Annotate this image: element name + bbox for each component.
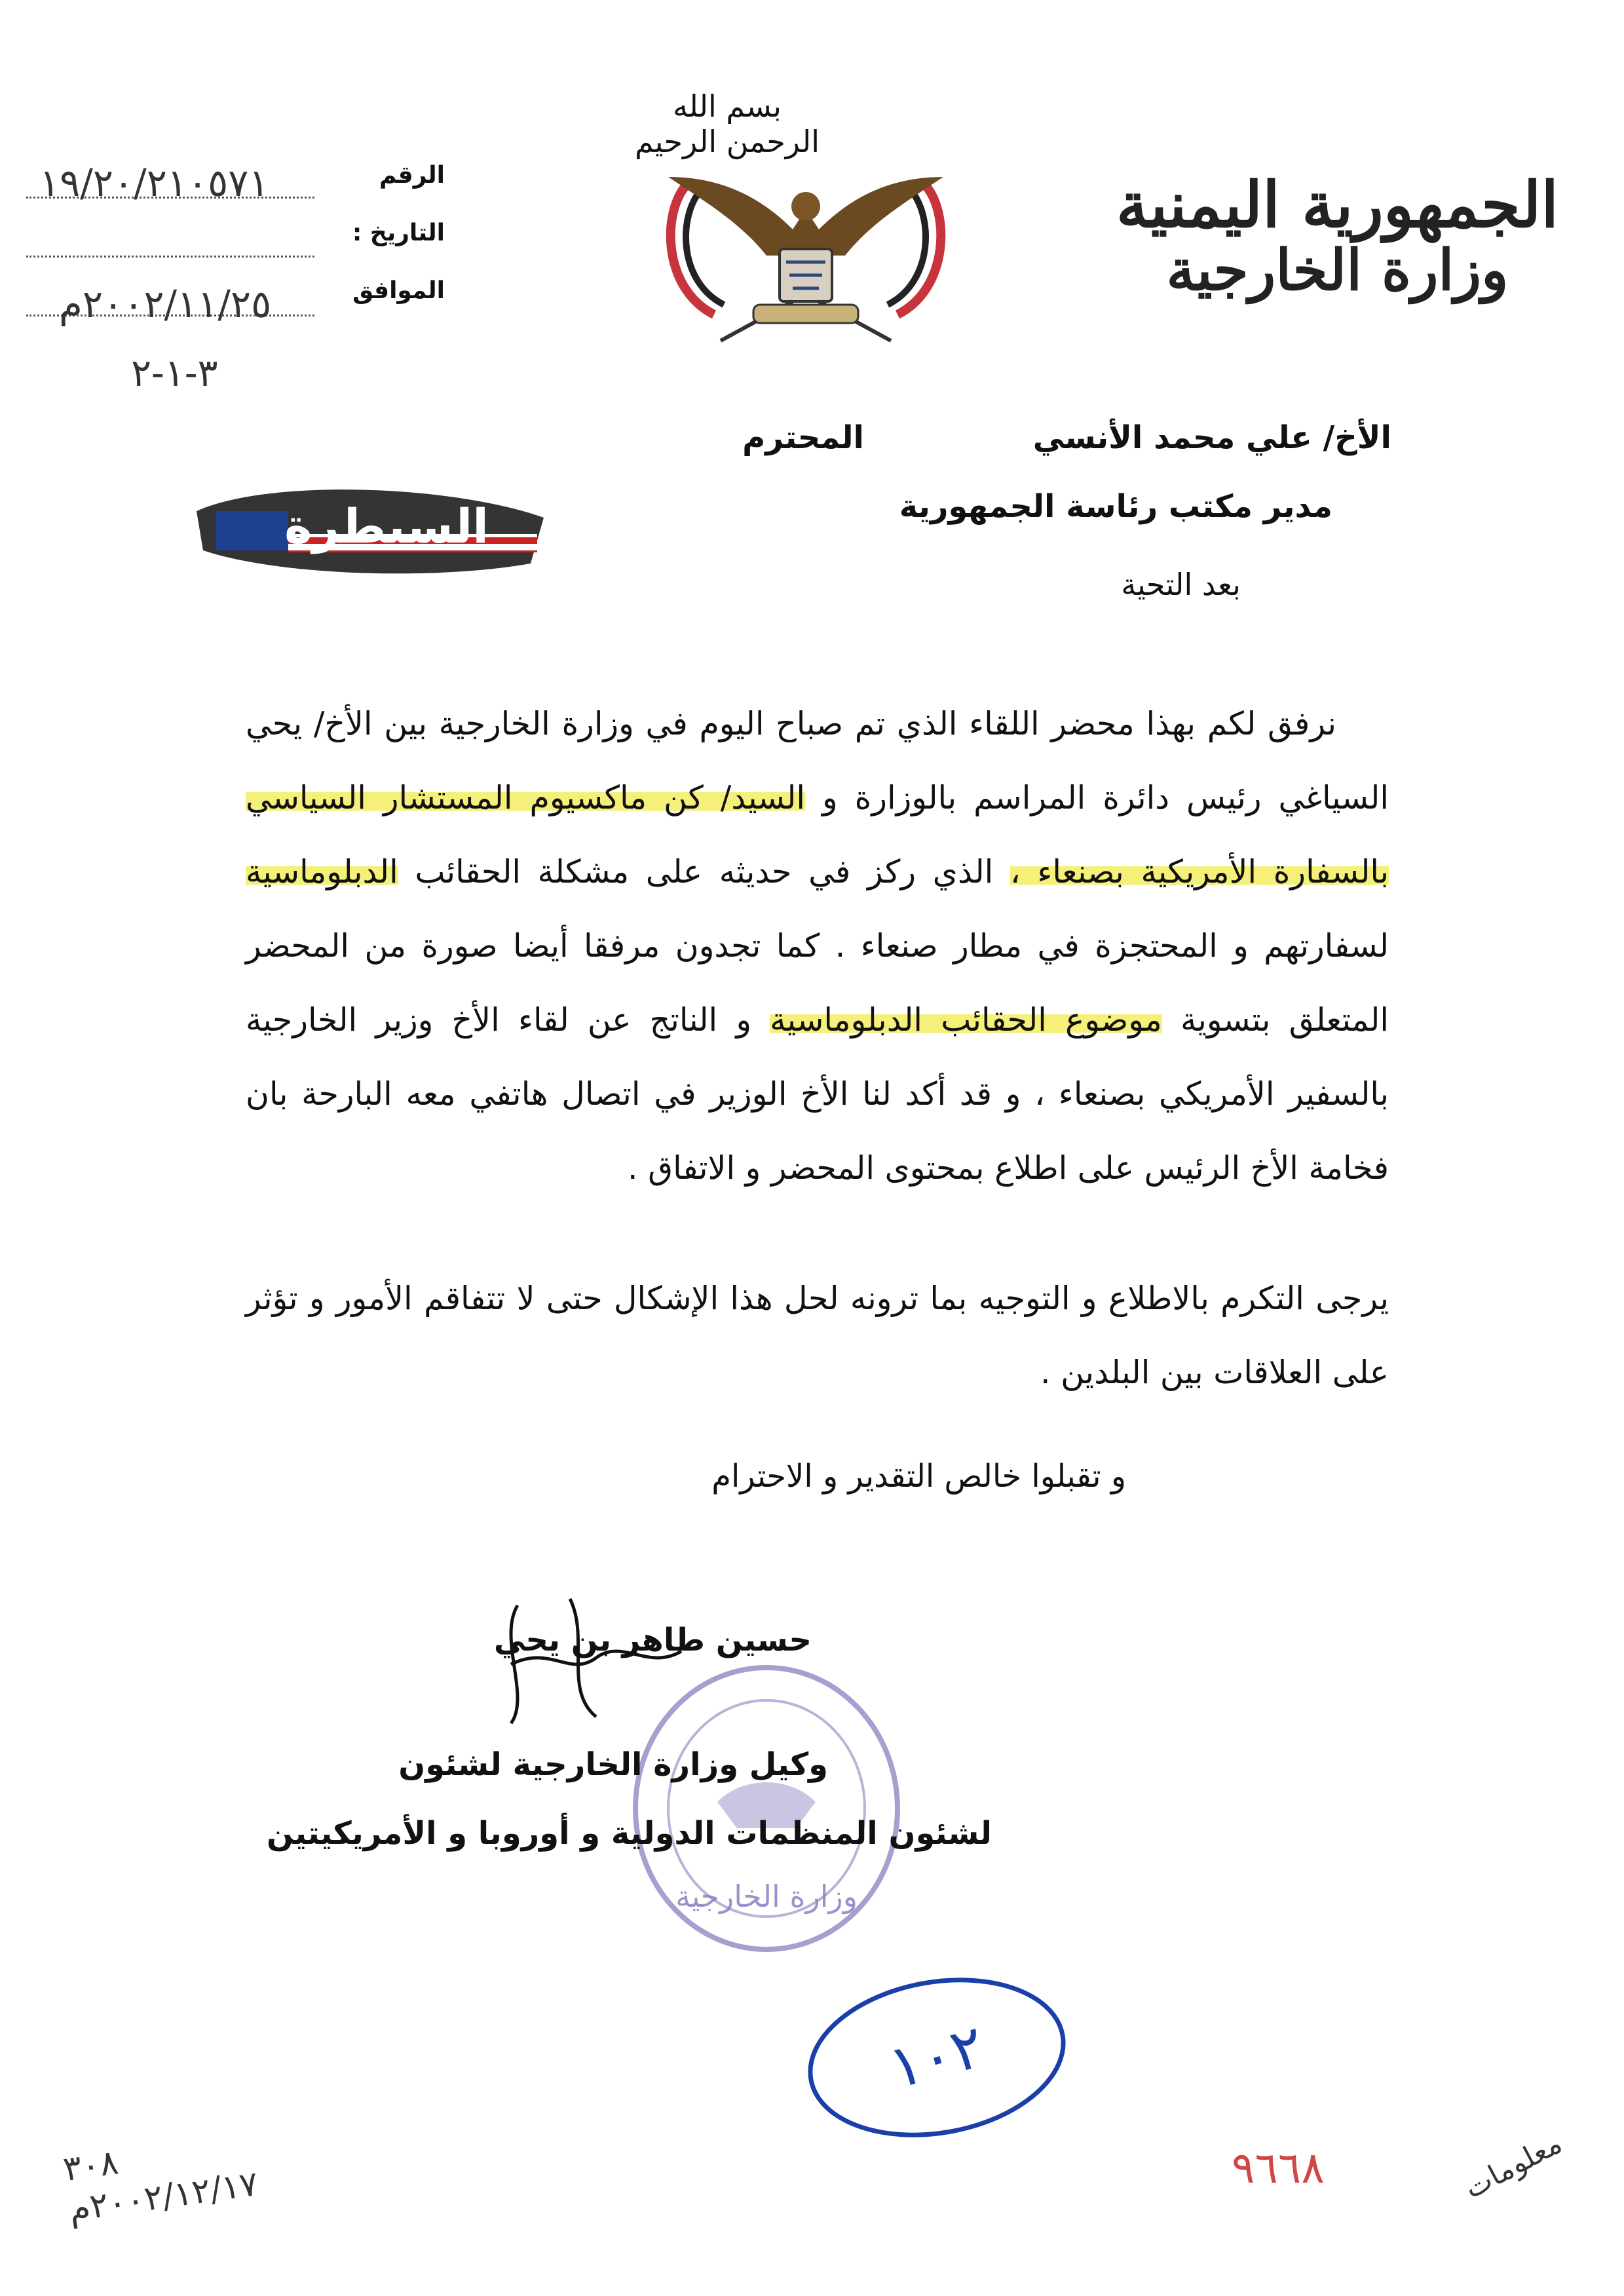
handwritten-signature-icon bbox=[491, 1586, 701, 1736]
eagle-emblem-icon bbox=[642, 157, 970, 354]
corresponding-label: الموافق bbox=[352, 277, 445, 304]
watermark-logo bbox=[190, 472, 557, 583]
circled-number bbox=[799, 1972, 1074, 2143]
bottom-right-annotation: معلومات bbox=[1459, 2126, 1568, 2206]
signatory-title-1: وكيل وزارة الخارجية لشئون bbox=[398, 1746, 828, 1783]
reference-labels bbox=[352, 164, 445, 337]
circled-number-text: ١٠٢ bbox=[882, 2012, 992, 2103]
date-dotted-line bbox=[26, 256, 314, 258]
highlight-1: السيد/ كن ماكسيوم المستشار السياسي بالسفارة الأمريكية بصنعاء ، bbox=[246, 779, 1389, 890]
bottom-left-line-2: ٢٠٠٢/١٢/١٧م bbox=[66, 2164, 261, 2230]
handwritten-number: ١٩/٢٠/٢١٠٥٧١ bbox=[39, 161, 269, 205]
handwritten-date: ٢٠٠٢/١١/٢٥م bbox=[59, 282, 272, 326]
highlight-3: موضوع الحقائب الدبلوماسية bbox=[770, 1001, 1162, 1039]
basmala: بسم الله الرحمن الرحيم bbox=[635, 88, 820, 159]
bottom-left-annotation bbox=[61, 2123, 261, 2230]
body-paragraph-2: يرجى التكرم بالاطلاع و التوجيه بما ترونه لحل هذا الإشكال حتى لا تتفاقم الأمور و تؤثر على العلاقات بين البلدين . bbox=[246, 1280, 1389, 1391]
addressee-name: الأخ/ علي محمد الأنسي bbox=[1032, 419, 1391, 456]
red-number-annotation: ٩٦٦٨ bbox=[1232, 2143, 1325, 2193]
body-text-b: الذي ركز في حديثه على مشكلة الحقائب bbox=[398, 853, 1010, 890]
body-text-c: لسفارتهم و المحتجزة في مطار صنعاء . كما تجدون مرفقا أيضا صورة من المحضر المتعلق بتسوية bbox=[246, 927, 1389, 1039]
addressee-honorific: المحترم bbox=[742, 419, 864, 456]
bottom-left-line-1: ٣٠٨ bbox=[60, 2143, 121, 2190]
closing-line: و تقبلوا خالص التقدير و الاحترام bbox=[711, 1458, 1126, 1495]
body-paragraph-1 bbox=[246, 687, 1389, 1205]
highlight-2: الدبلوماسية bbox=[246, 853, 398, 890]
signatory-name: حسين طاهر بن يحي bbox=[493, 1622, 812, 1658]
date-label: التاريخ : bbox=[352, 220, 445, 246]
greeting: بعد التحية bbox=[1121, 567, 1241, 602]
ministry-heading bbox=[1116, 170, 1558, 301]
country-name: الجمهورية اليمنية bbox=[1116, 168, 1558, 242]
watermark-text: السيطرة bbox=[284, 499, 489, 554]
body-text-a: نرفق لكم بهذا محضر اللقاء الذي تم صباح اليوم في وزارة الخارجية بين الأخ/ يحي السياغي رئيس دائرة المراسم بالوزارة و bbox=[246, 705, 1389, 816]
signatory-title-2: لشئون المنظمات الدولية و أوروبا و الأمريكيتين bbox=[266, 1815, 992, 1852]
stamp-text: وزارة الخارجية bbox=[675, 1879, 858, 1914]
body-text-d: و الناتج عن لقاء الأخ وزير الخارجية بالسفير الأمريكي بصنعاء ، و قد أكد لنا الأخ الوزير في اتصال هاتفي معه البارحة بان فخامة الأخ الرئيس على اطلاع بمحتوى المحضر و الاتفاق . bbox=[246, 1001, 1389, 1187]
addressee-title: مدير مكتب رئاسة الجمهورية bbox=[899, 488, 1332, 525]
number-label: الرقم bbox=[379, 162, 445, 189]
handwritten-extra: ٣-١-٢ bbox=[131, 351, 218, 395]
ministry-name: وزارة الخارجية bbox=[1166, 237, 1509, 303]
